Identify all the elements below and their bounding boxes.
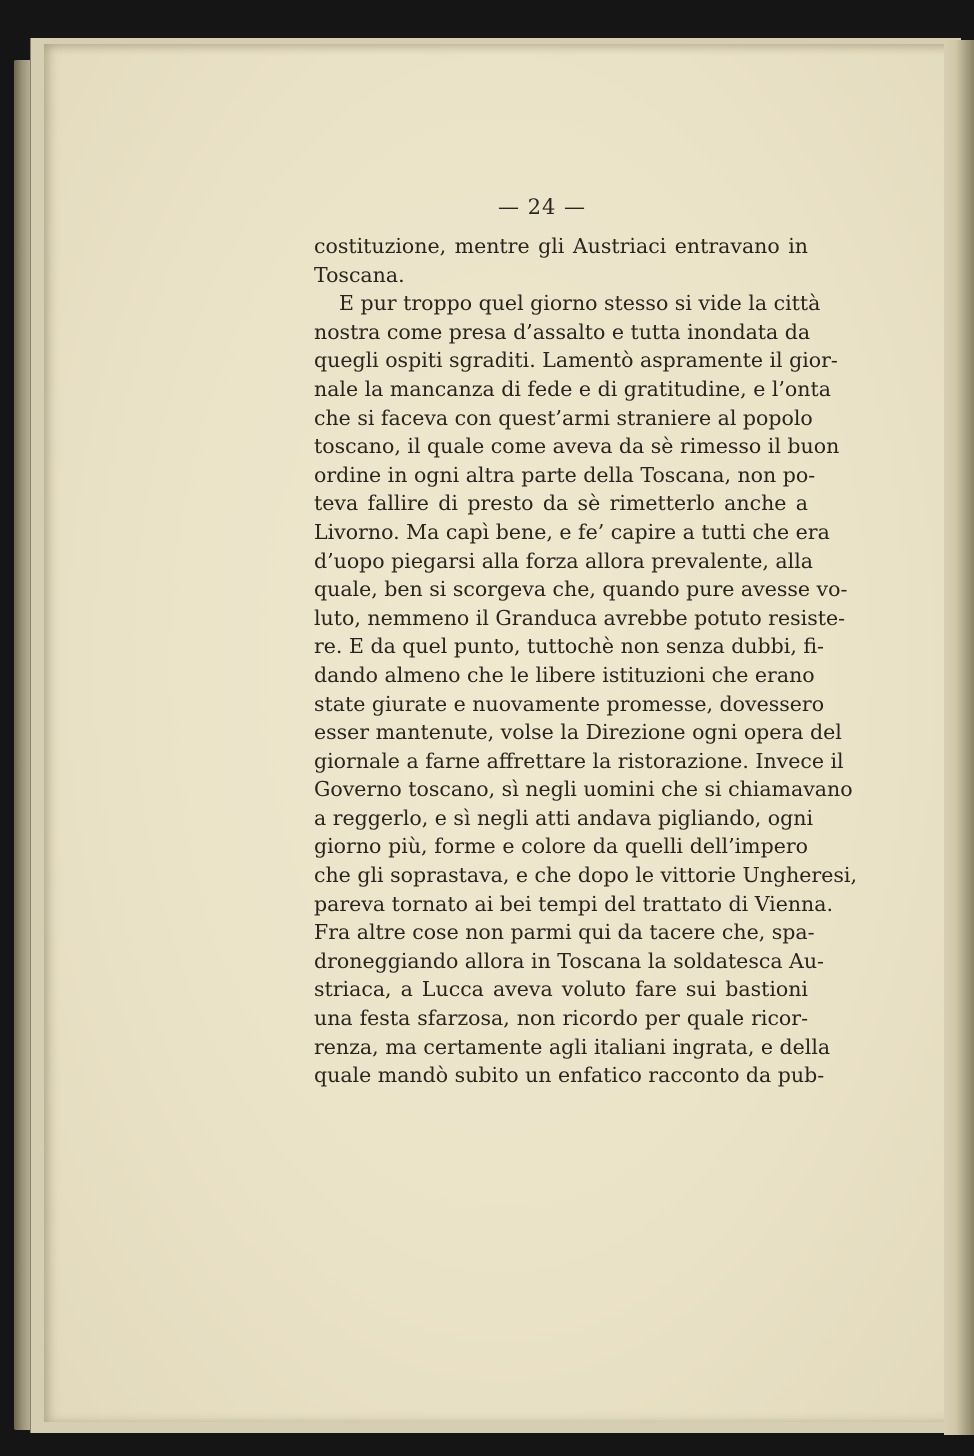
text-line: Fra altre cose non parmi qui da tacere che, spa- xyxy=(314,920,815,945)
text-line: re. E da quel punto, tuttochè non senza dubbi, fi- xyxy=(314,634,824,659)
text-line: teva fallire di presto da sè rimetterlo anche a xyxy=(314,491,808,516)
text-line: Toscana. xyxy=(314,262,405,287)
text-line: toscano, il quale come aveva da sè rimesso il buon xyxy=(314,434,840,459)
text-line: droneggiando allora in Toscana la soldatesca Au- xyxy=(314,948,824,973)
text-line: che gli soprastava, e che dopo le vittorie Ungheresi, xyxy=(314,863,857,888)
text-line: Livorno. Ma capì bene, e fe’ capire a tutti che era xyxy=(314,519,830,544)
text-line: costituzione, mentre gli Austriaci entravano in xyxy=(314,234,808,258)
text-line: una festa sfarzosa, non ricordo per quale ricor- xyxy=(314,1006,808,1031)
text-line: state giurate e nuovamente promesse, dovessero xyxy=(314,691,825,716)
text-line: luto, nemmeno il Granduca avrebbe potuto resiste- xyxy=(314,605,846,630)
body-text xyxy=(314,232,857,1090)
text-line: d’uopo piegarsi alla forza allora prevalente, alla xyxy=(314,548,813,573)
text-line: giornale a farne affrettare la ristorazione. Invece il xyxy=(314,748,844,773)
text-line: pareva tornato ai bei tempi del trattato di Vienna. xyxy=(314,891,833,916)
text-line: a reggerlo, e sì negli atti andava pigliando, ogni xyxy=(314,805,814,830)
text-line: quale, ben si scorgeva che, quando pure avesse vo- xyxy=(314,577,848,602)
text-line: nale la mancanza di fede e di gratitudine, e l’onta xyxy=(314,376,831,401)
text-line: quale mandò subito un enfatico racconto da pub- xyxy=(314,1063,825,1088)
text-line: E pur troppo quel giorno stesso si vide la città xyxy=(339,291,821,316)
page-number: — 24 — xyxy=(497,195,587,219)
text-line: che si faceva con quest’armi straniere al popolo xyxy=(314,405,813,430)
text-line: Governo toscano, sì negli uomini che si chiamavano xyxy=(314,777,853,802)
text-line: striaca, a Lucca aveva voluto fare sui bastioni xyxy=(314,977,808,1002)
text-line: ordine in ogni altra parte della Toscana, non po- xyxy=(314,462,816,487)
text-line: dando almeno che le libere istituzioni che erano xyxy=(314,662,815,687)
right-page-edge xyxy=(944,40,974,1435)
text-line: quegli ospiti sgraditi. Lamentò aspramente il gior- xyxy=(314,348,838,373)
text-line: esser mantenute, volse la Direzione ogni opera del xyxy=(314,720,842,745)
text-line: renza, ma certamente agli italiani ingrata, e della xyxy=(314,1034,831,1059)
text-line: nostra come presa d’assalto e tutta inondata da xyxy=(314,319,811,344)
text-line: giorno più, forme e colore da quelli dell’impero xyxy=(314,834,808,859)
